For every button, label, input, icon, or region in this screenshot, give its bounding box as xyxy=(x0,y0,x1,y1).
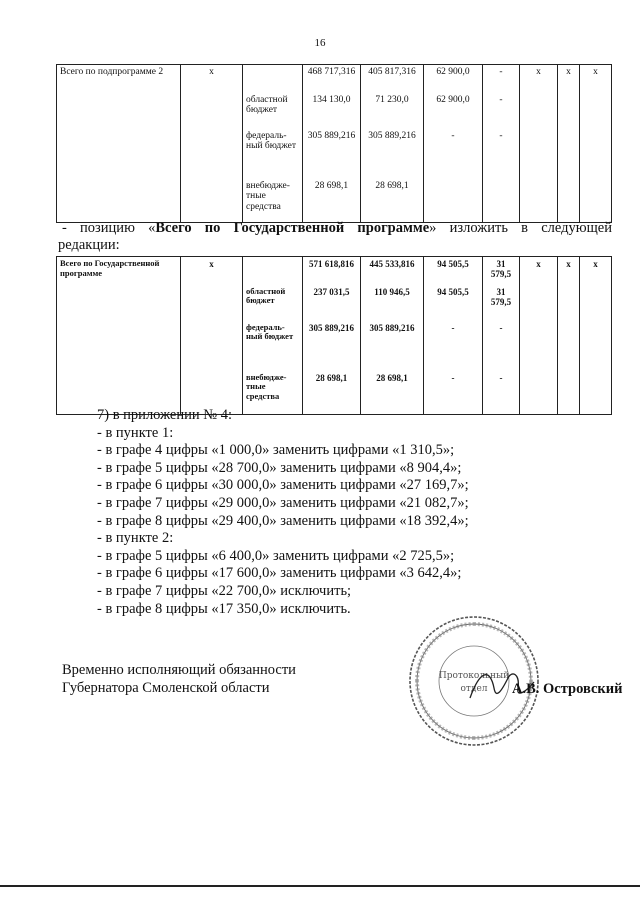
table-cell xyxy=(483,179,520,223)
table-cell xyxy=(580,179,612,223)
table-cell: - xyxy=(483,371,520,415)
table-cell: - xyxy=(483,65,520,93)
table-cell: х xyxy=(181,257,243,285)
table-cell: федераль-ный бюджет xyxy=(243,129,303,179)
table-cell: Всего по Государственной программе xyxy=(57,257,181,285)
table-cell: 445 533,816 xyxy=(361,257,424,285)
budget-table-program xyxy=(56,256,612,415)
table-cell: х xyxy=(181,65,243,93)
table-cell xyxy=(520,371,558,415)
list-item: - в графе 5 цифры «28 700,0» заменить цифрами «8 904,4»; xyxy=(97,459,462,476)
table-cell xyxy=(243,257,303,285)
table-cell xyxy=(520,321,558,371)
table-cell: 62 900,0 xyxy=(424,93,483,129)
budget-table-subprogram xyxy=(56,64,612,223)
list-item: - в графе 6 цифры «17 600,0» заменить цифрами «3 642,4»; xyxy=(97,565,462,582)
table-cell xyxy=(243,65,303,93)
table-row xyxy=(57,65,612,93)
table-cell: областной бюджет xyxy=(243,285,303,321)
signatory-title xyxy=(62,661,296,697)
signatory-title-line2: Губернатора Смоленской области xyxy=(62,680,270,696)
table-cell: 468 717,316 xyxy=(303,65,361,93)
list-item: - в графе 7 цифры «22 700,0» исключить; xyxy=(97,582,352,599)
table-cell: 110 946,5 xyxy=(361,285,424,321)
table-cell xyxy=(558,371,580,415)
table-row xyxy=(57,257,612,285)
table-cell: 305 889,216 xyxy=(361,321,424,371)
table-cell: - xyxy=(424,321,483,371)
table-cell: 31 579,5 xyxy=(483,257,520,285)
table-cell: 62 900,0 xyxy=(424,65,483,93)
svg-text:отдел: отдел xyxy=(460,684,488,694)
table-cell: - xyxy=(424,129,483,179)
list-item: - в графе 5 цифры «6 400,0» заменить цифрами «2 725,5»; xyxy=(97,547,455,564)
table-cell xyxy=(57,179,181,223)
table-cell: х xyxy=(558,257,580,285)
table-cell xyxy=(181,129,243,179)
list-item: - в графе 7 цифры «29 000,0» заменить цифрами «21 082,7»; xyxy=(97,494,469,511)
table-cell xyxy=(57,93,181,129)
table-cell xyxy=(558,93,580,129)
table-cell xyxy=(57,285,181,321)
table-cell: внебюдже-тные средства xyxy=(243,179,303,223)
table-cell: 305 889,216 xyxy=(303,129,361,179)
table-cell: х xyxy=(520,257,558,285)
table-cell: 28 698,1 xyxy=(361,371,424,415)
table-cell xyxy=(580,285,612,321)
table-cell: х xyxy=(580,257,612,285)
table-cell: 28 698,1 xyxy=(303,371,361,415)
table-cell: х xyxy=(520,65,558,93)
instruction-paragraph: - позицию «Всего по Государственной программе» изложить в следующей xyxy=(62,220,612,236)
table-cell xyxy=(520,129,558,179)
table-row xyxy=(57,179,612,223)
table-cell: - xyxy=(483,129,520,179)
table-cell: 305 889,216 xyxy=(361,129,424,179)
list-item: 7) в приложении № 4: xyxy=(97,407,232,423)
table-cell: - xyxy=(483,93,520,129)
table-row xyxy=(57,93,612,129)
page-number: 16 xyxy=(314,37,326,49)
signatory-name: А.В. Островский xyxy=(512,681,623,697)
list-item: - в пункте 2: xyxy=(97,530,174,547)
table-cell: 28 698,1 xyxy=(361,179,424,223)
table-cell: 134 130,0 xyxy=(303,93,361,129)
table-cell xyxy=(558,321,580,371)
table-cell xyxy=(181,321,243,371)
table-cell: 571 618,816 xyxy=(303,257,361,285)
table-cell: х xyxy=(558,65,580,93)
amendment-list xyxy=(97,407,469,618)
table-row xyxy=(57,129,612,179)
table-cell: 237 031,5 xyxy=(303,285,361,321)
table-cell: 94 505,5 xyxy=(424,257,483,285)
table-cell: Всего по подпрограмме 2 xyxy=(57,65,181,93)
signatory-title-line1: Временно исполняющий обязанности xyxy=(62,662,296,678)
table-cell xyxy=(181,93,243,129)
table-row xyxy=(57,321,612,371)
table-cell xyxy=(520,179,558,223)
list-item: - в пункте 1: xyxy=(97,424,174,441)
table-cell xyxy=(558,285,580,321)
table-cell: 405 817,316 xyxy=(361,65,424,93)
table-cell xyxy=(520,93,558,129)
instruction-paragraph-cont: редакции: xyxy=(58,237,120,253)
table-cell xyxy=(424,179,483,223)
table-cell xyxy=(580,371,612,415)
table-cell: областной бюджет xyxy=(243,93,303,129)
table-cell: 71 230,0 xyxy=(361,93,424,129)
table-cell: - xyxy=(483,321,520,371)
table-cell xyxy=(181,179,243,223)
table-cell xyxy=(580,321,612,371)
list-item: - в графе 8 цифры «29 400,0» заменить цифрами «18 392,4»; xyxy=(97,512,469,529)
table-cell xyxy=(181,285,243,321)
table-cell xyxy=(558,179,580,223)
table-cell xyxy=(520,285,558,321)
table-cell: х xyxy=(580,65,612,93)
list-item: - в графе 6 цифры «30 000,0» заменить цифрами «27 169,7»; xyxy=(97,477,469,494)
table-cell: 305 889,216 xyxy=(303,321,361,371)
svg-text:Протокольный: Протокольный xyxy=(438,671,510,681)
footer-rule xyxy=(0,885,640,887)
table-cell xyxy=(580,93,612,129)
table-cell xyxy=(57,129,181,179)
table-cell xyxy=(558,129,580,179)
table-cell xyxy=(57,321,181,371)
table-cell: 31 579,5 xyxy=(483,285,520,321)
table-cell: 28 698,1 xyxy=(303,179,361,223)
list-item: - в графе 8 цифры «17 350,0» исключить. xyxy=(97,600,351,617)
table-cell: внебюдже-тные средства xyxy=(243,371,303,415)
list-item: - в графе 4 цифры «1 000,0» заменить цифрами «1 310,5»; xyxy=(97,442,455,459)
table-cell: 94 505,5 xyxy=(424,285,483,321)
table-row xyxy=(57,285,612,321)
table-cell: - xyxy=(424,371,483,415)
table-cell: федераль-ный бюджет xyxy=(243,321,303,371)
table-cell xyxy=(580,129,612,179)
